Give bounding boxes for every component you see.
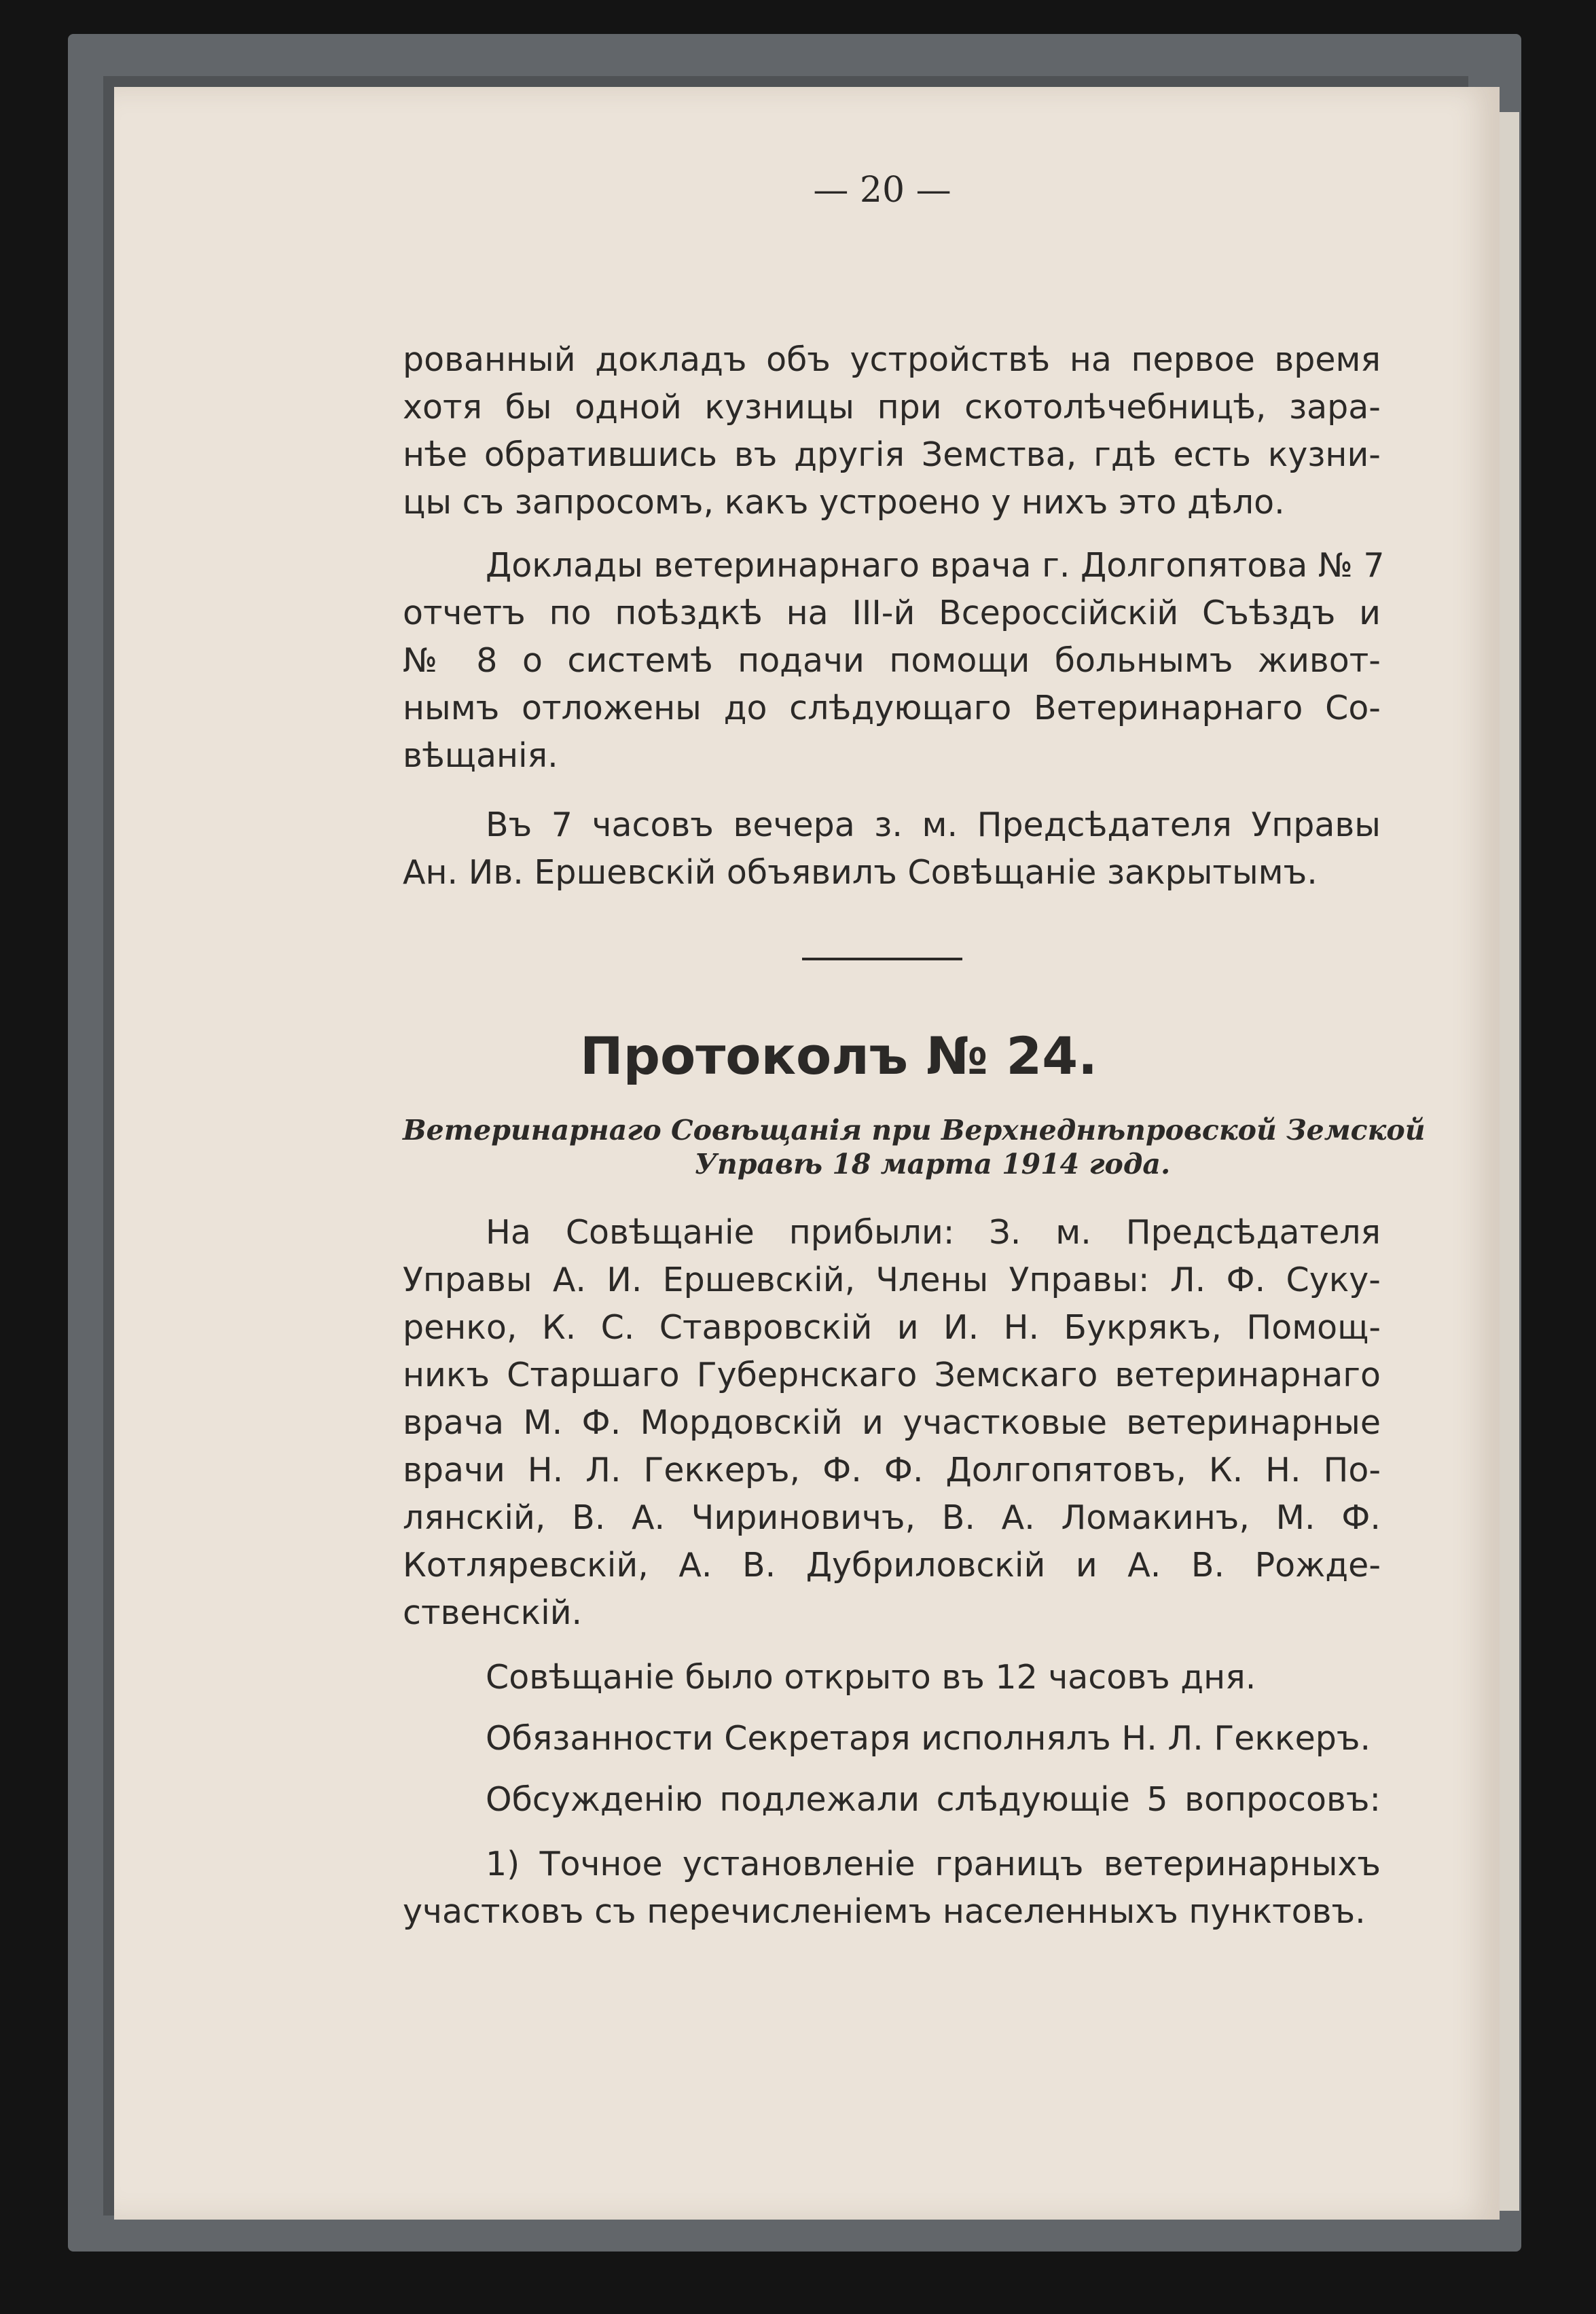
protocol-subtitle-line-1: Ветеринарнаго Совѣщанія при Верхнеднѣпровской Земской: [403, 1114, 1426, 1146]
paragraph1-line-3: нѣе обратившись въ другія Земства, гдѣ есть кузни-: [403, 435, 1381, 474]
paragraph4-line-5: врача М. Ф. Мордовскій и участковые ветеринарные: [403, 1403, 1381, 1442]
paragraph3-line-1: Въ 7 часовъ вечера з. м. Предсѣдателя Управы: [486, 806, 1381, 844]
paragraph3-line-2: Ан. Ив. Ершевскій объявилъ Совѣщаніе закрытымъ.: [403, 853, 1318, 892]
protocol-title: Протоколъ № 24.: [579, 1026, 1098, 1086]
paragraph2-line-4: нымъ отложены до слѣдующаго Ветеринарнаго Со-: [403, 689, 1381, 727]
paragraph5-line-1: Совѣщаніе было открыто въ 12 часовъ дня.: [486, 1658, 1256, 1697]
paragraph2-line-3: № 8 о системѣ подачи помощи больнымъ живот-: [403, 641, 1381, 680]
paragraph1-line-1: рованный докладъ объ устройствѣ на первое время: [403, 340, 1381, 379]
paragraph6-line-1: Обязанности Секретаря исполнялъ Н. Л. Геккеръ.: [486, 1719, 1371, 1758]
paragraph4-line-2: Управы А. И. Ершевскій, Члены Управы: Л. Ф. Суку-: [403, 1261, 1381, 1299]
paragraph8-line-1: 1) Точное установленіе границъ ветеринарныхъ: [486, 1845, 1381, 1883]
paragraph2-line-2: отчетъ по поѣздкѣ на III-й Всероссійскій Съѣздъ и: [403, 594, 1381, 632]
paragraph4-line-4: никъ Старшаго Губернскаго Земскаго ветеринарнаго: [403, 1356, 1381, 1394]
paragraph1-line-4: цы съ запросомъ, какъ устроено у нихъ это дѣло.: [403, 483, 1285, 522]
section-divider: [802, 958, 962, 960]
paragraph1-line-2: хотя бы одной кузницы при скотолѣчебницѣ, зара-: [403, 388, 1381, 427]
paragraph4-line-3: ренко, К. С. Ставровскій и И. Н. Букрякъ, Помощ-: [403, 1308, 1381, 1347]
paragraph4-line-9: ственскій.: [403, 1593, 583, 1632]
paragraph2-line-1: Доклады ветеринарнаго врача г. Долгопятова № 7: [486, 546, 1385, 585]
paragraph4-line-7: лянскій, В. А. Чириновичъ, В. А. Ломакинъ, М. Ф.: [403, 1498, 1381, 1537]
paragraph4-line-6: врачи Н. Л. Геккеръ, Ф. Ф. Долгопятовъ, К. Н. По-: [403, 1451, 1381, 1489]
protocol-subtitle-line-2: Управѣ 18 марта 1914 года.: [694, 1148, 1171, 1180]
paragraph4-line-1: На Совѣщаніе прибыли: З. м. Предсѣдателя: [486, 1213, 1381, 1252]
paragraph7-line-1: Обсужденію подлежали слѣдующіе 5 вопросовъ:: [486, 1780, 1381, 1819]
paragraph4-line-8: Котляревскій, А. В. Дубриловскій и А. В. Рожде-: [403, 1546, 1381, 1585]
paragraph2-line-5: вѣщанія.: [403, 736, 558, 775]
paragraph8-line-2: участковъ съ перечисленіемъ населенныхъ пунктовъ.: [403, 1892, 1366, 1931]
page-number: — 20 —: [813, 170, 951, 211]
